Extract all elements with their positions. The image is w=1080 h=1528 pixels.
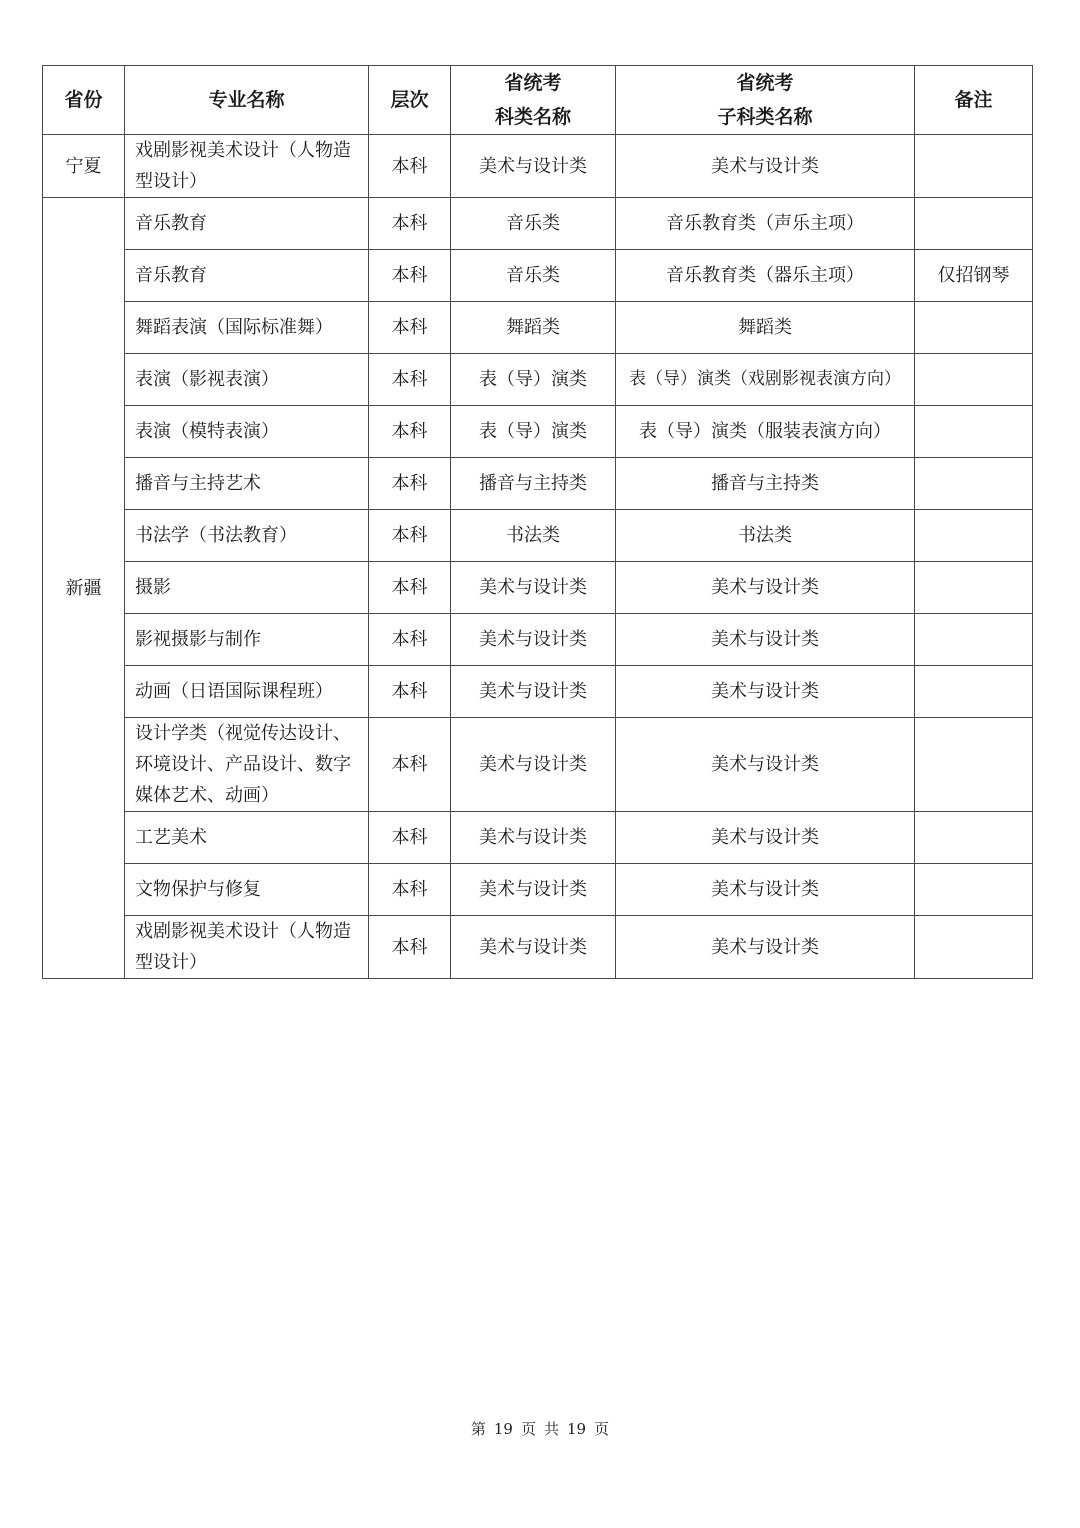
level-cell: 本科 — [369, 510, 451, 562]
header-level: 层次 — [369, 66, 451, 135]
header-subject — [451, 66, 616, 135]
subject-cell: 美术与设计类 — [451, 562, 616, 614]
level-cell: 本科 — [369, 250, 451, 302]
major-cell: 影视摄影与制作 — [125, 614, 369, 666]
level-cell: 本科 — [369, 135, 451, 198]
major-cell: 设计学类（视觉传达设计、环境设计、产品设计、数字媒体艺术、动画） — [125, 718, 369, 812]
table-row — [43, 510, 1033, 562]
subsubject-cell: 美术与设计类 — [616, 812, 915, 864]
enrollment-table — [42, 65, 1033, 979]
subject-cell: 书法类 — [451, 510, 616, 562]
subsubject-cell: 音乐教育类（声乐主项） — [616, 198, 915, 250]
subsubject-cell: 表（导）演类（戏剧影视表演方向） — [616, 354, 915, 406]
subsubject-cell: 美术与设计类 — [616, 666, 915, 718]
remark-cell: 仅招钢琴 — [915, 250, 1033, 302]
subject-cell: 播音与主持类 — [451, 458, 616, 510]
major-cell: 动画（日语国际课程班） — [125, 666, 369, 718]
remark-cell — [915, 135, 1033, 198]
remark-cell — [915, 302, 1033, 354]
page-footer — [0, 1418, 1080, 1439]
subject-cell: 表（导）演类 — [451, 406, 616, 458]
subject-cell: 美术与设计类 — [451, 135, 616, 198]
remark-cell — [915, 614, 1033, 666]
subsubject-cell: 表（导）演类（服装表演方向） — [616, 406, 915, 458]
table-row — [43, 406, 1033, 458]
subject-cell: 美术与设计类 — [451, 812, 616, 864]
major-cell: 戏剧影视美术设计（人物造型设计） — [125, 916, 369, 979]
major-cell: 表演（模特表演） — [125, 406, 369, 458]
major-cell: 摄影 — [125, 562, 369, 614]
level-cell: 本科 — [369, 812, 451, 864]
table-row — [43, 916, 1033, 979]
table-header-row — [43, 66, 1033, 135]
table-row — [43, 458, 1033, 510]
footer-prefix: 第 — [470, 1420, 486, 1438]
level-cell: 本科 — [369, 916, 451, 979]
major-cell: 播音与主持艺术 — [125, 458, 369, 510]
subsubject-cell: 美术与设计类 — [616, 135, 915, 198]
subsubject-cell: 美术与设计类 — [616, 562, 915, 614]
level-cell: 本科 — [369, 666, 451, 718]
table-row — [43, 250, 1033, 302]
remark-cell — [915, 198, 1033, 250]
footer-total-word: 共 — [544, 1420, 560, 1438]
major-cell: 音乐教育 — [125, 250, 369, 302]
header-remark: 备注 — [915, 66, 1033, 135]
header-province: 省份 — [43, 66, 125, 135]
remark-cell — [915, 510, 1033, 562]
level-cell: 本科 — [369, 864, 451, 916]
subsubject-cell: 美术与设计类 — [616, 718, 915, 812]
level-cell: 本科 — [369, 354, 451, 406]
level-cell: 本科 — [369, 406, 451, 458]
table-row — [43, 718, 1033, 812]
level-cell: 本科 — [369, 718, 451, 812]
subject-cell: 舞蹈类 — [451, 302, 616, 354]
remark-cell — [915, 718, 1033, 812]
table-row — [43, 812, 1033, 864]
table-row — [43, 864, 1033, 916]
subject-cell: 音乐类 — [451, 198, 616, 250]
table-row — [43, 198, 1033, 250]
subsubject-cell: 舞蹈类 — [616, 302, 915, 354]
subject-cell: 美术与设计类 — [451, 864, 616, 916]
level-cell: 本科 — [369, 614, 451, 666]
remark-cell — [915, 916, 1033, 979]
table-row — [43, 302, 1033, 354]
footer-current-page: 19 — [493, 1420, 513, 1438]
level-cell: 本科 — [369, 302, 451, 354]
major-cell: 书法学（书法教育） — [125, 510, 369, 562]
table-row — [43, 614, 1033, 666]
table-row — [43, 666, 1033, 718]
header-subsubject-line2: 子科类名称 — [717, 106, 813, 128]
remark-cell — [915, 812, 1033, 864]
footer-page-word: 页 — [520, 1420, 536, 1438]
header-subsubject — [616, 66, 915, 135]
remark-cell — [915, 666, 1033, 718]
table-row — [43, 135, 1033, 198]
remark-cell — [915, 864, 1033, 916]
subject-cell: 美术与设计类 — [451, 718, 616, 812]
subsubject-cell: 美术与设计类 — [616, 614, 915, 666]
remark-cell — [915, 406, 1033, 458]
major-cell: 表演（影视表演） — [125, 354, 369, 406]
province-cell: 新疆 — [43, 198, 125, 979]
province-cell: 宁夏 — [43, 135, 125, 198]
subject-cell: 美术与设计类 — [451, 666, 616, 718]
footer-suffix: 页 — [594, 1420, 610, 1438]
footer-total-pages: 19 — [567, 1420, 587, 1438]
subsubject-cell: 播音与主持类 — [616, 458, 915, 510]
major-cell: 音乐教育 — [125, 198, 369, 250]
header-subject-line2: 科类名称 — [494, 106, 571, 128]
header-subsubject-line1: 省统考 — [736, 72, 794, 94]
remark-cell — [915, 458, 1033, 510]
subject-cell: 美术与设计类 — [451, 614, 616, 666]
level-cell: 本科 — [369, 562, 451, 614]
subject-cell: 表（导）演类 — [451, 354, 616, 406]
major-cell: 工艺美术 — [125, 812, 369, 864]
subsubject-cell: 音乐教育类（器乐主项） — [616, 250, 915, 302]
header-subject-line1: 省统考 — [504, 72, 562, 94]
major-cell: 舞蹈表演（国际标准舞） — [125, 302, 369, 354]
major-cell: 文物保护与修复 — [125, 864, 369, 916]
subsubject-cell: 美术与设计类 — [616, 916, 915, 979]
table-row — [43, 354, 1033, 406]
subsubject-cell: 书法类 — [616, 510, 915, 562]
remark-cell — [915, 562, 1033, 614]
table-row — [43, 562, 1033, 614]
level-cell: 本科 — [369, 198, 451, 250]
subsubject-cell: 美术与设计类 — [616, 864, 915, 916]
subject-cell: 音乐类 — [451, 250, 616, 302]
major-cell: 戏剧影视美术设计（人物造型设计） — [125, 135, 369, 198]
subject-cell: 美术与设计类 — [451, 916, 616, 979]
remark-cell — [915, 354, 1033, 406]
header-major: 专业名称 — [125, 66, 369, 135]
level-cell: 本科 — [369, 458, 451, 510]
